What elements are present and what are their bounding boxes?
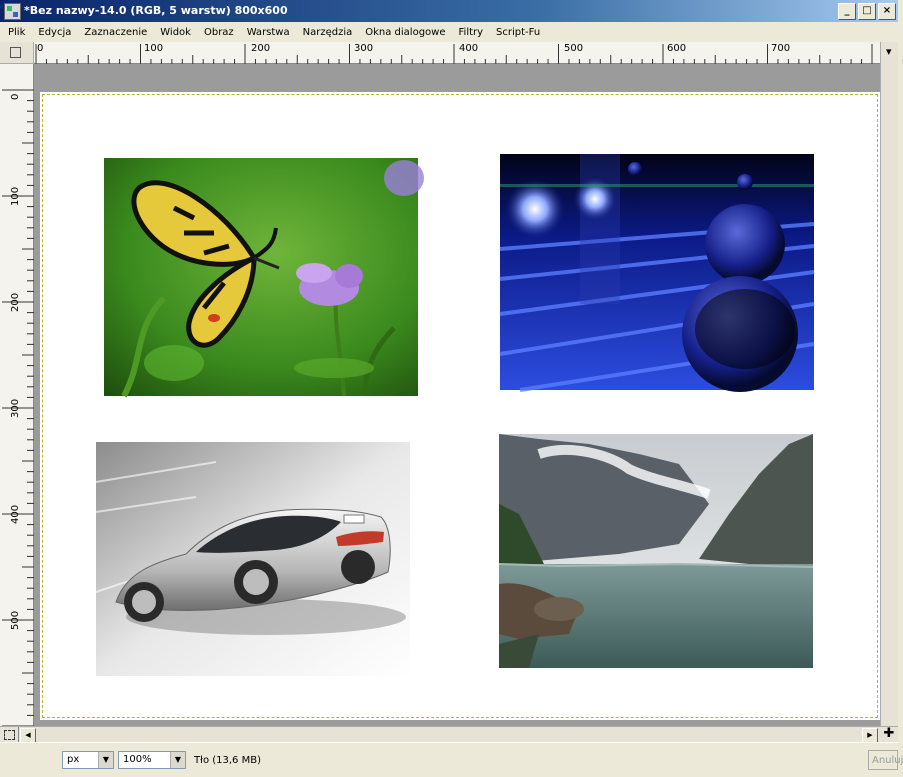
vruler-label-500: 500 — [10, 610, 21, 630]
zoom-value: 100% — [123, 754, 152, 765]
navigate-icon[interactable] — [880, 42, 898, 64]
vruler-label-300: 300 — [10, 398, 21, 418]
menu-bar — [0, 22, 898, 42]
vertical-ruler[interactable] — [0, 64, 34, 726]
gimp-icon[interactable] — [4, 3, 21, 20]
scroll-right-arrow-icon[interactable]: ▶ — [862, 728, 878, 743]
blue-spheres-photo[interactable] — [500, 154, 814, 390]
horizontal-ruler[interactable] — [34, 42, 880, 64]
menu-filtry[interactable]: Filtry — [458, 26, 484, 38]
image-menu-icon[interactable] — [10, 47, 21, 58]
close-button[interactable]: × — [878, 3, 896, 20]
layer-info: Tło (13,6 MB) — [194, 755, 261, 766]
vruler-label-200: 200 — [10, 292, 21, 312]
ruler-corner[interactable] — [0, 42, 34, 64]
hruler-label-300: 300 — [354, 43, 374, 54]
menu-widok[interactable]: Widok — [160, 26, 191, 38]
menu-narzedzia[interactable]: Narzędzia — [302, 26, 353, 38]
window-title: *Bez nazwy-14.0 (RGB, 5 warstw) 800x600 — [24, 4, 288, 17]
menu-plik[interactable]: Plik — [8, 26, 26, 38]
zoom-select[interactable] — [118, 751, 186, 769]
quick-mask-icon[interactable] — [0, 727, 19, 742]
silver-car-photo[interactable] — [96, 442, 410, 676]
cancel-button[interactable]: Anuluj — [868, 750, 898, 770]
status-bar — [0, 742, 903, 777]
menu-script-fu[interactable]: Script-Fu — [496, 26, 541, 38]
vertical-scrollbar[interactable] — [880, 64, 898, 726]
chevron-down-icon[interactable]: ▼ — [170, 752, 185, 768]
vruler-label-400: 400 — [10, 504, 21, 524]
hruler-label-100: 100 — [144, 43, 164, 54]
menu-edycja[interactable]: Edycja — [38, 26, 72, 38]
vruler-label-0: 0 — [10, 93, 21, 100]
title-bar — [0, 0, 898, 22]
unit-select[interactable] — [62, 751, 114, 769]
maximize-button[interactable]: □ — [858, 3, 876, 20]
hruler-label-700: 700 — [771, 43, 791, 54]
menu-zaznaczenie[interactable]: Zaznaczenie — [84, 26, 148, 38]
butterfly-photo[interactable] — [104, 158, 418, 396]
image-canvas[interactable] — [40, 92, 880, 720]
hruler-label-200: 200 — [251, 43, 271, 54]
menu-obraz[interactable]: Obraz — [203, 26, 234, 38]
horizontal-scrollbar[interactable] — [0, 726, 898, 742]
mountain-lake-photo[interactable] — [499, 434, 813, 668]
zoom-fit-icon[interactable]: ✚ — [883, 726, 895, 741]
menu-warstwa[interactable]: Warstwa — [246, 26, 290, 38]
chevron-down-icon[interactable]: ▼ — [98, 752, 113, 768]
minimize-button[interactable]: _ — [838, 3, 856, 20]
hruler-label-400: 400 — [459, 43, 479, 54]
scroll-left-arrow-icon[interactable]: ◀ — [20, 728, 36, 743]
hruler-label-0: 0 — [37, 43, 44, 54]
unit-value: px — [67, 754, 80, 765]
hruler-label-600: 600 — [667, 43, 687, 54]
vruler-label-100: 100 — [10, 186, 21, 206]
menu-okna-dialogowe[interactable]: Okna dialogowe — [365, 26, 446, 38]
hruler-label-500: 500 — [564, 43, 584, 54]
